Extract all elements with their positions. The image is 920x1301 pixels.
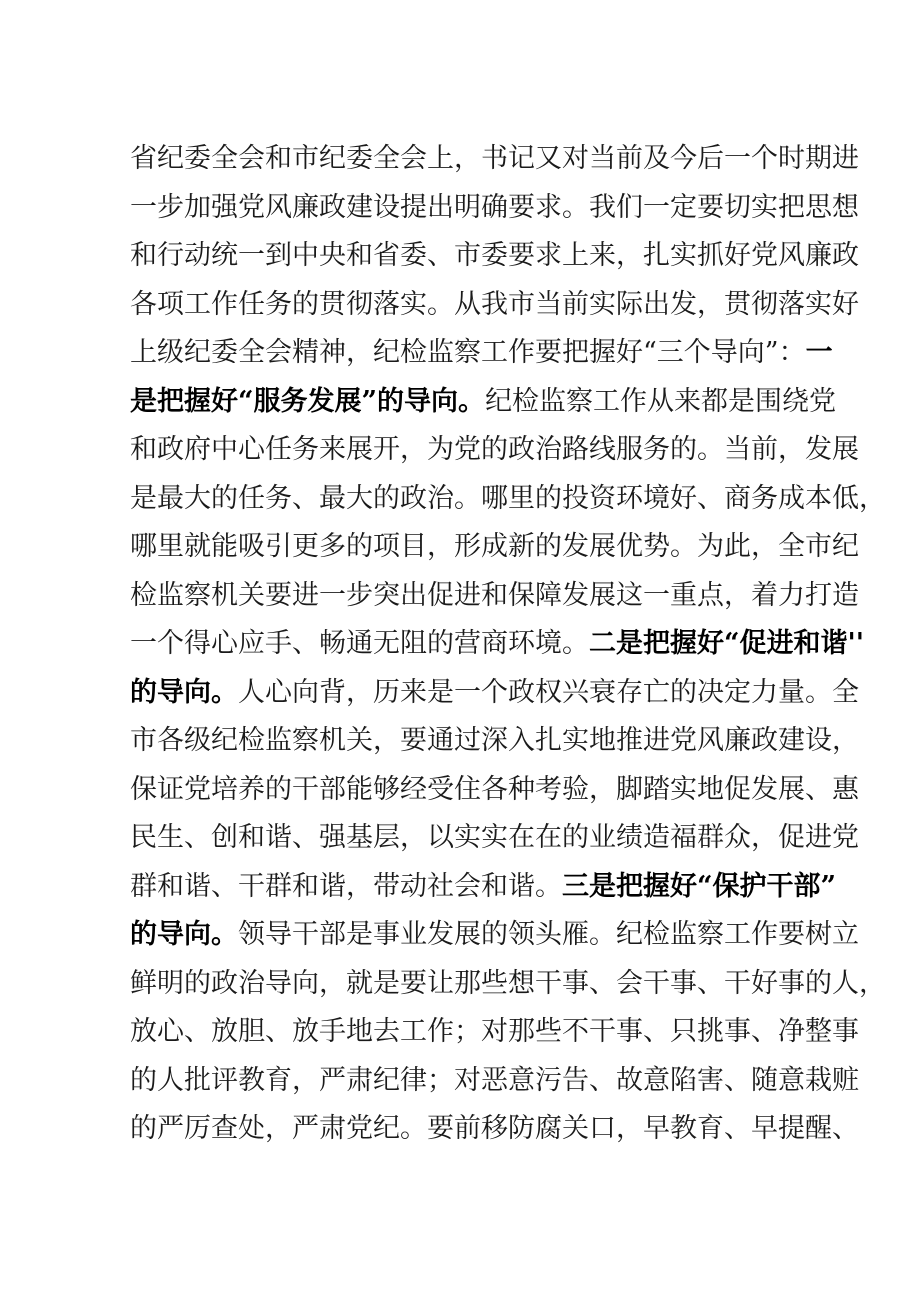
text-line — [130, 135, 859, 184]
text-segment: 和政府中心任务来展开，为党的政治路线服务的。当前，发展 — [130, 434, 859, 465]
text-line — [130, 717, 859, 766]
text-segment: 的人批评教育，严肃纪律；对恶意污告、故意陷害、随意栽赃 — [130, 1064, 859, 1096]
text-line — [130, 572, 859, 621]
text-line — [130, 620, 865, 669]
text-segment: 检监察机关要进一步突出促进和保障发展这一重点，着力打造 — [130, 579, 859, 611]
text-segment: 哪里就能吸引更多的项目，形成新的发展优势。为此，全市纪 — [130, 531, 859, 562]
bold-text-segment: 的导向。 — [130, 919, 238, 950]
text-segment: 一个得心应手、畅通无阻的营商环境。 — [130, 628, 589, 659]
bold-text-segment: 的导向。 — [130, 676, 238, 708]
text-segment: 鲜明的政治导向，就是要让那些想干事、会干事、干好事的人， — [130, 967, 886, 999]
text-line — [130, 426, 859, 475]
text-line — [130, 232, 859, 281]
text-segment: 保证党培养的干部能够经受住各种考验，脚踏实地促发展、惠 — [130, 773, 859, 805]
text-segment: 省纪委全会和市纪委全会上，书记又对当前及今后一个时期进 — [130, 143, 859, 174]
text-line — [130, 329, 833, 378]
text-segment: 和行动统一到中央和省委、市委要求上来，扎实抓好党风廉政 — [130, 240, 859, 271]
text-segment: 上级纪委全会精神，纪检监察工作要把握好“三个导向”： — [130, 337, 806, 368]
text-line — [130, 669, 859, 718]
text-segment: 领导干部是事业发展的领头雁。纪检监察工作要树立 — [238, 919, 859, 950]
text-line — [130, 960, 886, 1009]
text-segment: 群和谐、干群和谐，带动社会和谐。 — [130, 870, 562, 902]
bold-text-segment: 是把握好“服务发展”的导向。 — [130, 385, 486, 417]
bold-text-segment: 二是把握好“促进和谐'' — [589, 628, 865, 659]
text-line — [130, 1057, 859, 1106]
text-line — [130, 1105, 859, 1154]
text-segment: 一步加强党风廉政建设提出明确要求。我们一定要切实把思想 — [130, 191, 859, 223]
text-line — [130, 184, 859, 233]
text-segment: 纪检监察工作从来都是围绕党 — [485, 385, 837, 417]
text-segment: 人心向背，历来是一个政权兴衰存亡的决定力量。全 — [238, 676, 859, 708]
text-segment: 市各级纪检监察机关，要通过深入扎实地推进党风廉政建设， — [130, 725, 859, 756]
text-line — [130, 863, 837, 912]
text-line — [130, 766, 859, 815]
text-line — [130, 911, 859, 960]
text-segment: 的严厉查处，严肃党纪。要前移防腐关口，早教育、早提醒、 — [130, 1113, 859, 1144]
text-line — [130, 1008, 859, 1057]
bold-text-segment: 一 — [805, 337, 833, 368]
text-segment: 民生、创和谐、强基层，以实实在在的业绩造福群众，促进党 — [130, 822, 859, 853]
text-segment: 放心、放胆、放手地去工作；对那些不干事、只挑事、净整事 — [130, 1016, 859, 1047]
text-line — [130, 475, 886, 524]
bold-text-segment: 三是把握好“保护干部” — [562, 870, 837, 902]
text-line — [130, 378, 837, 427]
text-segment: 各项工作任务的贯彻落实。从我市当前实际出发，贯彻落实好 — [130, 288, 859, 320]
text-segment: 是最大的任务、最大的政治。哪里的投资环境好、商务成本低， — [130, 482, 886, 514]
text-line — [130, 523, 859, 572]
body-paragraph — [130, 135, 886, 1154]
text-line — [130, 281, 859, 330]
text-line — [130, 814, 859, 863]
